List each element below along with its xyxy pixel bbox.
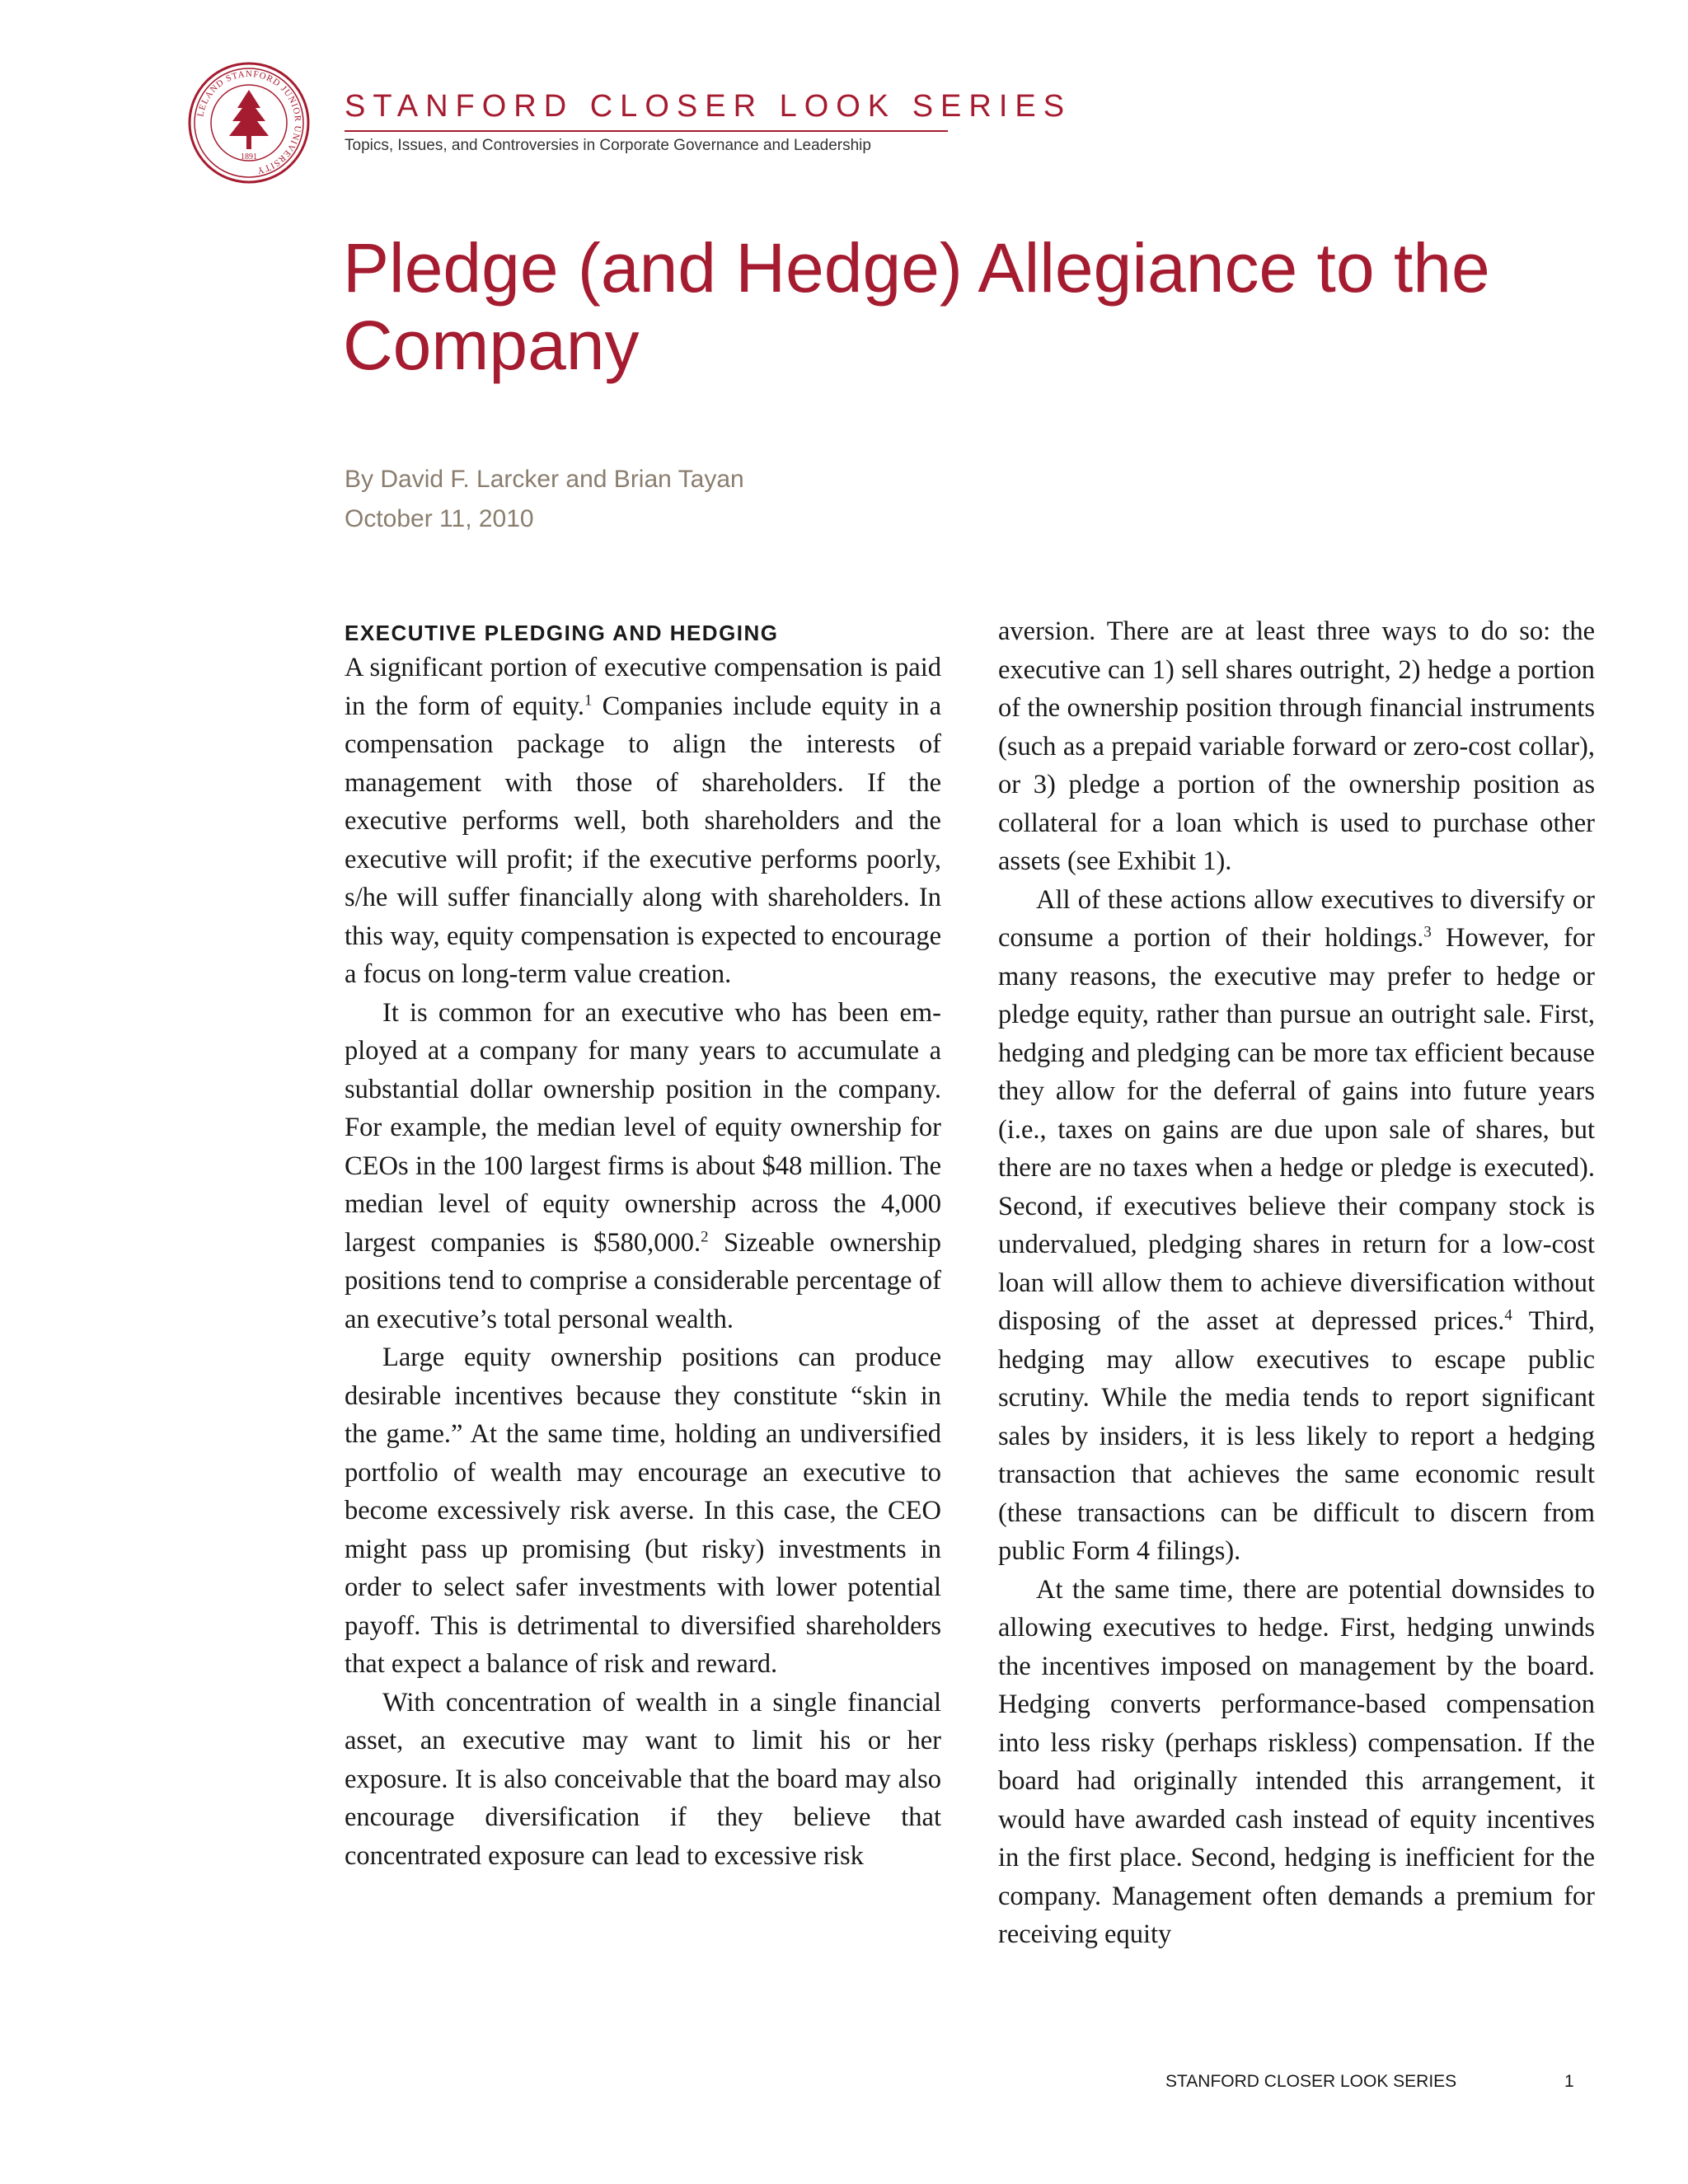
- body-paragraph: All of these actions allow executives to diversify or consume a portion of their holdings.$^3$ However, for many reasons, the executive may prefer to hedge or pledge equity, rather than pursue an outright sale. First, hedging and pledging can be more tax efficient because they allow for the deferral of gains into future years (i.e., taxes on gains are due upon sale of shares, but there are no taxes when a hedge or pledge is executed). Second, if executives believe their company stock is undervalued, pledging shares in return for a low-cost loan will allow them to achieve diversification without disposing of the asset at depressed prices.$^4$ Third, hedging may allow executives to escape public scrutiny. While the media tends to report significant sales by insiders, it is less likely to report a hedging transaction that achieves the same economic result (these transactions can be difficult to discern from public Form 4 filings).: [998, 884, 1596, 1566]
- right-column: [998, 612, 1595, 1954]
- footnote-ref: 1: [584, 691, 593, 710]
- footer-series-name: STANFORD CLOSER LOOK SERIES: [1165, 2072, 1457, 2091]
- footnote-ref: 2: [701, 1228, 709, 1246]
- series-subtitle: Topics, Issues, and Controversies in Corporate Governance and Leadership: [345, 137, 871, 154]
- series-title: STANFORD CLOSER LOOK SERIES: [345, 89, 1072, 124]
- byline-block: [345, 460, 744, 539]
- left-column: [345, 612, 941, 1875]
- document-title: Pledge (and Hedge) Allegiance to the Company: [343, 229, 1490, 384]
- publication-date: October 11, 2010: [345, 505, 534, 532]
- seal-ring-text: LELAND STANFORD JUNIOR UNIVERSITY: [195, 68, 303, 176]
- body-paragraph: At the same time, there are potential downsides to allowing executives to hedge. First, hedging unwinds the incentives imposed on management by the board. Hedging converts performance-based compensation into less risky (perhaps riskless) compensation. If the board had originally intended this arrangement, it would have awarded cash instead of equity incentives in the first place. Second, hedging is inefficient for the company. Management often demands a premium for receiving equity: [998, 1574, 1595, 1949]
- series-divider: [345, 130, 948, 132]
- body-paragraph: Large equity ownership positions can produce desirable incentives because they constitute “skin in the game.” At the same time, holding an undiversified portfolio of wealth may encourage an executive to become excessively risk averse. In this case, the CEO might pass up promising (but risky) investments in order to select safer investments with lower potential payoff. This is detrimental to diversified shareholders that expect a balance of risk and reward.: [345, 1343, 941, 1679]
- stanford-seal-logo: [188, 62, 310, 184]
- page-number: 1: [1564, 2072, 1574, 2091]
- body-paragraph: With concentration of wealth in a single financial asset, an executive may want to limit his or her exposure. It is also conceivable that the board may also encourage diversification if they believe that concentrated exposure can lead to excessive risk: [345, 1687, 941, 1871]
- body-paragraph: It is common for an executive who has been employed at a company for many years to accumulate a substantial dollar ownership position in the company. For example, the median level of equity ownership for CEOs in the 100 largest firms is about $48 million. The median level of equity ownership across the 4,000 largest companies is $580,000.$^2$ Sizeable ownership positions tend to comprise a considerable percentage of an executive’s total personal wealth.: [345, 997, 941, 1334]
- section-heading: EXECUTIVE PLEDGING AND HEDGING: [345, 621, 779, 645]
- authors: By David F. Larcker and Brian Tayan: [345, 466, 744, 493]
- footnote-ref: 4: [1504, 1306, 1512, 1324]
- body-paragraph: A significant portion of executive compensation is paid in the form of equity.$^1$ Companies include equity in a compensation package to align the interests of management with those of shareholders. If the executive performs well, both shareholders and the executive will profit; if the executive performs poorly, s/he will suffer financially along with shareholders. In this way, equity compensation is expected to encourage a focus on long-term value creation.: [345, 653, 941, 989]
- seal-year: 1891: [241, 152, 257, 162]
- body-paragraph: aversion. There are at least three ways to do so: the executive can 1) sell shares outright, 2) hedge a portion of the ownership position through financial instruments (such as a prepaid variable forward or zero-cost collar), or 3) pledge a portion of the ownership position as collateral for a loan which is used to purchase other assets (see Exhibit 1).: [998, 616, 1595, 876]
- footnote-ref: 3: [1423, 923, 1432, 941]
